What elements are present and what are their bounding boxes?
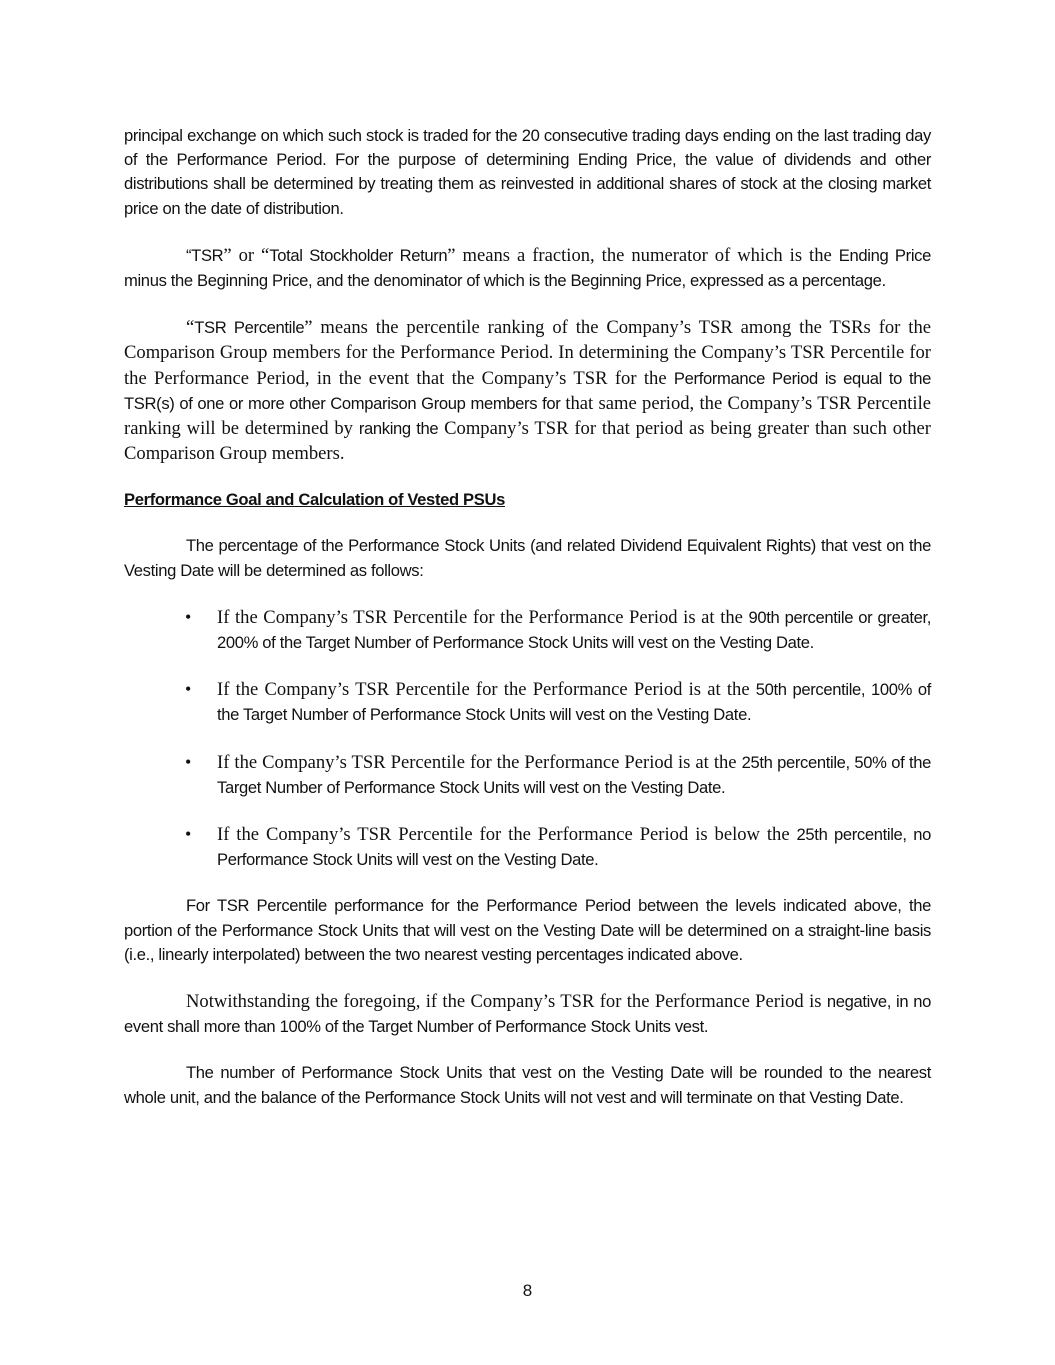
text-run: Notwithstanding the foregoing, if the Company’s TSR for the Performance Period is bbox=[186, 991, 827, 1013]
text-run: “TSR bbox=[186, 245, 224, 265]
paragraph-tsr-percentile-definition bbox=[124, 315, 931, 466]
bullet-item-below-25th bbox=[124, 822, 931, 872]
text-run: negative, in no event shall more than 100% of the Target Number of Performance Stock Units vest. bbox=[124, 992, 931, 1037]
bullet-icon: • bbox=[185, 606, 192, 627]
text-run: Company’s TSR for that period as being greater than such other Comparison Group members. bbox=[124, 418, 931, 465]
text-run: Ending Price minus the Beginning Price, and the denominator of which is the Beginning Price, expressed as a percentage. bbox=[124, 245, 931, 291]
paragraph-rounding: The number of Performance Stock Units that vest on the Vesting Date will be rounded to the nearest whole unit, and the balance of the Performance Stock Units will not vest and will terminate on that Vesting Date. bbox=[124, 1063, 931, 1107]
text-run: Performance Period is equal to the TSR(s) of one or more other Comparison Group members for bbox=[124, 368, 931, 413]
defined-term: TSR Percentile bbox=[194, 318, 305, 338]
bullet-icon: • bbox=[185, 751, 192, 772]
document-page bbox=[124, 124, 931, 1110]
bullet-item-50th bbox=[124, 677, 931, 727]
text-run: If the Company’s TSR Percentile for the Performance Period is below the bbox=[217, 824, 797, 846]
section-heading: Performance Goal and Calculation of Vested PSUs bbox=[124, 490, 505, 510]
text-run: that same period, the Company’s TSR Percentile ranking will be determined by bbox=[124, 392, 931, 440]
defined-term: Total Stockholder Return bbox=[269, 245, 448, 265]
bullet-icon: • bbox=[185, 824, 192, 845]
paragraph-interpolation: For TSR Percentile performance for the Performance Period between the levels indicated above, the portion of the Performance Stock Units that will vest on the Vesting Date will be determined on a straight-line basis (i.e., linearly interpolated) between the two nearest vesting percentages indicated above. bbox=[124, 896, 931, 964]
page-number: 8 bbox=[522, 1281, 533, 1300]
text-run: 25th percentile, no Performance Stock Units will vest on the Vesting Date. bbox=[217, 825, 931, 870]
text-run: ” or “ bbox=[223, 244, 270, 266]
bullet-icon: • bbox=[185, 679, 192, 700]
text-run: “ bbox=[186, 317, 195, 339]
text-run: If the Company’s TSR Percentile for the Performance Period is at the bbox=[217, 751, 742, 773]
paragraph-negative-tsr bbox=[124, 989, 931, 1039]
bullet-item-25th bbox=[124, 750, 931, 800]
text-run: If the Company’s TSR Percentile for the Performance Period is at the bbox=[217, 606, 749, 628]
text-run: ranking the bbox=[358, 419, 439, 439]
text-run: ” means a fraction, the numerator of which is the bbox=[447, 244, 839, 266]
text-run: ” means the percentile ranking of the Company’s TSR among the TSRs for the Comparison Group members for the Performance Period. In determining the Company’s TSR Percentile for the Performance Period, in the event that the Company’s TSR for the bbox=[124, 317, 931, 389]
paragraph-vesting-intro: The percentage of the Performance Stock Units (and related Dividend Equivalent Rights) that vest on the Vesting Date will be determined as follows: bbox=[124, 536, 931, 580]
bullet-item-90th bbox=[124, 605, 931, 655]
text-run: 25th percentile, 50% of the Target Number of Performance Stock Units will vest on the Vesting Date. bbox=[217, 752, 931, 797]
text-run: 90th percentile or greater, 200% of the Target Number of Performance Stock Units will vest on the Vesting Date. bbox=[217, 607, 932, 653]
paragraph-tsr-definition bbox=[124, 243, 931, 293]
vesting-bullet-list bbox=[124, 605, 931, 873]
paragraph-ending-price: principal exchange on which such stock is traded for the 20 consecutive trading days ending on the last trading day of the Performance Period. For the purpose of determining Ending Price, the value of dividends and other distributions shall be determined by treating them as reinvested in additional shares of stock at the closing market price on the date of distribution. bbox=[124, 126, 931, 218]
text-run: If the Company’s TSR Percentile for the Performance Period is at the bbox=[217, 679, 756, 701]
text-run: 50th percentile, 100% of the Target Number of Performance Stock Units will vest on the Vesting Date. bbox=[217, 680, 931, 725]
